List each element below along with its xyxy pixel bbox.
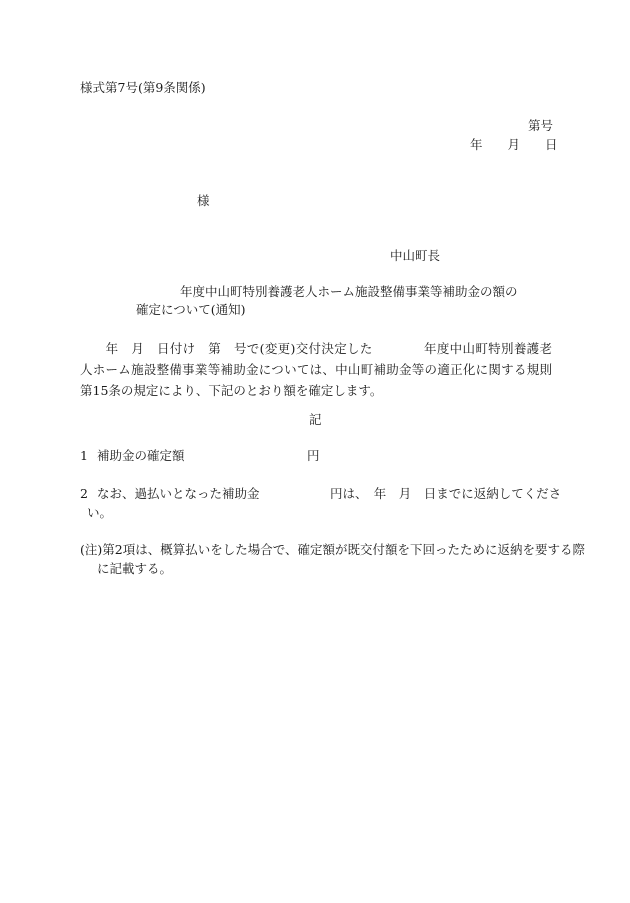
note-line2: に記載する。: [97, 561, 173, 576]
sender-name: 中山町長: [390, 248, 441, 263]
document-title-line1: 年度中山町特別養護老人ホーム施設整備事業等補助金の額の: [180, 284, 518, 299]
note-line1: (注)第2項は、概算払いをした場合で、確定額が既交付額を下回ったために返納を要する際: [80, 542, 585, 557]
item1-unit: 円: [307, 448, 320, 463]
form-label: 様式第7号(第9条関係): [80, 80, 206, 95]
addressee-suffix: 様: [197, 193, 210, 208]
item2-continuation: い。: [87, 505, 113, 520]
document-title-line2: 確定について(通知): [136, 302, 246, 317]
item2-number: 2: [80, 486, 88, 501]
item2-text-part2: 円は、 年 月 日までに返納してくださ: [330, 486, 562, 501]
item2-text-part1: なお、過払いとなった補助金: [97, 486, 260, 501]
ki-heading: 記: [309, 412, 322, 427]
item1-number: 1: [80, 448, 88, 463]
document-number-label: 第号: [528, 118, 554, 133]
body-paragraph: 年 月 日付け 第 号で(変更)交付決定した 年度中山町特別養護老人ホーム施設整備事業等補助金については、中山町補助金等の適正化に関する規則第15条の規定により、下記のとおり額を確定します。: [80, 341, 552, 398]
date-line: 年 月 日: [470, 137, 558, 152]
item1-label: 補助金の確定額: [97, 448, 185, 463]
